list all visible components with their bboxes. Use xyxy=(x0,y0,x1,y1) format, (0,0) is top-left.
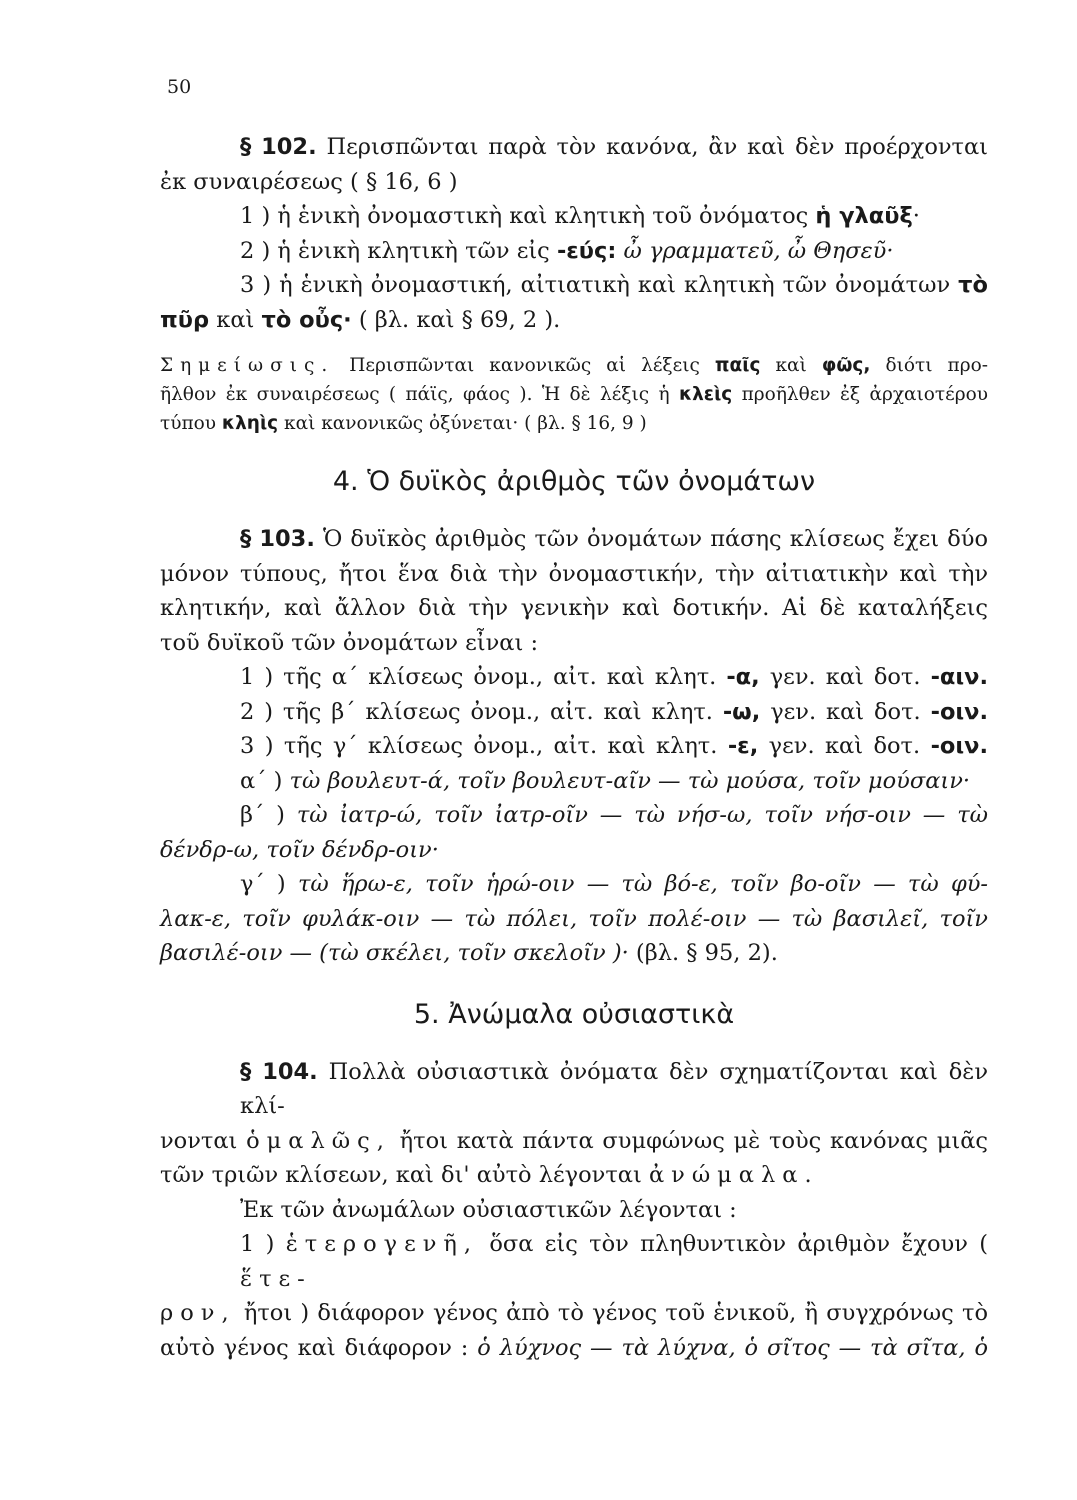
s102-note xyxy=(160,351,988,438)
note-line-3: τύπου κληὶς καὶ κανονικῶς ὀξύνεται· ( βλ. § 16, 9 ) xyxy=(160,413,647,434)
s103-line-1: § 103. Ὁ δυϊκὸς ἀριθμὸς τῶν ὀνομάτων πάσης κλίσεως ἔχει δύο xyxy=(240,526,988,552)
s102-item-2: 2 ) ἡ ἑνικὴ κλητικὴ τῶν εἰς -εύς: ὦ γραμματεῦ, ὦ Θησεῦ· xyxy=(240,237,894,264)
page-number: 50 xyxy=(167,76,192,98)
section-number: 103. xyxy=(259,526,315,552)
note-line-1: Σημείωσις. Περισπῶνται κανονικῶς αἱ λέξεις παῖς καὶ φῶς, διότι προ- xyxy=(160,355,988,376)
s104-line-2: νονται ὁμαλῶς, ἤτοι κατὰ πάντα συμφώνως μὲ τοὺς κανόνας μιᾶς xyxy=(160,1127,988,1154)
s104-line-5: 1 ) ἑτερογενῆ, ὅσα εἰς τὸν πληθυντικὸν ἀριθμὸν ἔχουν ( ἕτε- xyxy=(240,1231,988,1292)
section-number: 104. xyxy=(262,1058,318,1085)
heading-irregular-nouns: 5. Ἀνώμαλα οὐσιαστικὰ xyxy=(413,998,735,1030)
s102-item-3: 3 ) ἡ ἑνικὴ ὀνομαστική, αἰτιατικὴ καὶ κλητικὴ τῶν ὀνομάτων τὸ xyxy=(240,272,988,298)
section-number: 102. xyxy=(261,134,317,160)
s104-line-7: αὐτὸ γένος καὶ διάφορον : ὁ λύχνος — τὰ λύχνα, ὁ σῖτος — τὰ σῖτα, ὁ xyxy=(160,1334,988,1361)
section-sign: § xyxy=(240,1058,252,1085)
s104-line-3: τῶν τριῶν κλίσεων, καὶ δι' αὐτὸ λέγονται ἀνώμαλα. xyxy=(160,1162,819,1188)
s103-line-2: μόνον τύπους, ἤτοι ἕνα διὰ τὴν ὀνομαστικήν, τὴν αἰτιατικὴν καὶ τὴν xyxy=(160,560,988,587)
example-a: α΄ ) τὼ βουλευτ-ά, τοῖν βουλευτ-αῖν — τὼ μούσα, τοῖν μούσαιν· xyxy=(240,767,971,794)
example-b-cont: δένδρ-ω, τοῖν δένδρ-οιν· xyxy=(160,836,439,863)
ending-row-3: 3 ) τῆς γ΄ κλίσεως ὀνομ., αἰτ. καὶ κλητ. -ε, γεν. καὶ δοτ. -οιν. xyxy=(240,733,989,759)
heading-dual-number: 4. Ὁ δυϊκὸς ἀριθμὸς τῶν ὀνομάτων xyxy=(332,466,816,497)
section-sign: § xyxy=(240,134,252,160)
s104-line-4: Ἐκ τῶν ἀνωμάλων οὐσιαστικῶν λέγονται : xyxy=(240,1196,737,1223)
example-b: β΄ ) τὼ ἰατρ-ώ, τοῖν ἰατρ-οῖν — τὼ νήσ-ω, τοῖν νήσ-οιν — τὼ xyxy=(240,802,988,828)
note-line-2: ῆλθον ἐκ συναιρέσεως ( πάϊς, φάος ). Ἡ δὲ λέξις ἡ κλεὶς προῆλθεν ἐξ ἀρχαιοτέρου xyxy=(160,384,988,405)
ending-row-1: 1 ) τῆς α΄ κλίσεως ὀνομ., αἰτ. καὶ κλητ. -α, γεν. καὶ δοτ. -αιν. xyxy=(240,664,989,690)
s102-line-1: § 102. Περισπῶνται παρὰ τὸν κανόνα, ἂν καὶ δὲν προέρχονται xyxy=(240,134,989,160)
s103-line-4: τοῦ δυϊκοῦ τῶν ὀνομάτων εἶναι : xyxy=(160,629,539,656)
s102-item-3-cont: πῦρ καὶ τὸ οὖς· ( βλ. καὶ § 69, 2 ). xyxy=(160,306,561,333)
example-c-end: βασιλέ-οιν — (τὼ σκέλει, τοῖν σκελοῖν )· (βλ. § 95, 2). xyxy=(160,940,778,966)
page-body xyxy=(160,130,988,1365)
s104-line-1: § 104. Πολλὰ οὐσιαστικὰ ὀνόματα δὲν σχηματίζονται καὶ δὲν κλί- xyxy=(240,1058,989,1119)
s102-item-1: 1 ) ἡ ἑνικὴ ὀνομαστικὴ καὶ κλητικὴ τοῦ ὀνόματος ἡ γλαῦξ· xyxy=(240,203,920,229)
s104-line-6: ρον, ἤτοι ) διάφορον γένος ἀπὸ τὸ γένος τοῦ ἑνικοῦ, ἢ συγχρόνως τὸ xyxy=(160,1300,988,1326)
section-sign: § xyxy=(240,526,252,552)
example-c: γ΄ ) τὼ ἥρω-ε, τοῖν ἡρώ-οιν — τὼ βό-ε, τοῖν βο-οῖν — τὼ φύ- xyxy=(240,871,988,897)
s102-line-2: ἐκ συναιρέσεως ( § 16, 6 ) xyxy=(160,168,458,195)
s103-line-3: κλητικήν, καὶ ἄλλον διὰ τὴν γενικὴν καὶ δοτικήν. Αἱ δὲ καταλήξεις xyxy=(160,595,988,621)
example-c-cont: λακ-ε, τοῖν φυλάκ-οιν — τὼ πόλει, τοῖν πολέ-οιν — τὼ βασιλεῖ, τοῖν xyxy=(160,905,988,932)
ending-row-2: 2 ) τῆς β΄ κλίσεως ὀνομ., αἰτ. καὶ κλητ. -ω, γεν. καὶ δοτ. -οιν. xyxy=(240,698,989,725)
note-label: Σημείωσις. xyxy=(160,355,335,376)
